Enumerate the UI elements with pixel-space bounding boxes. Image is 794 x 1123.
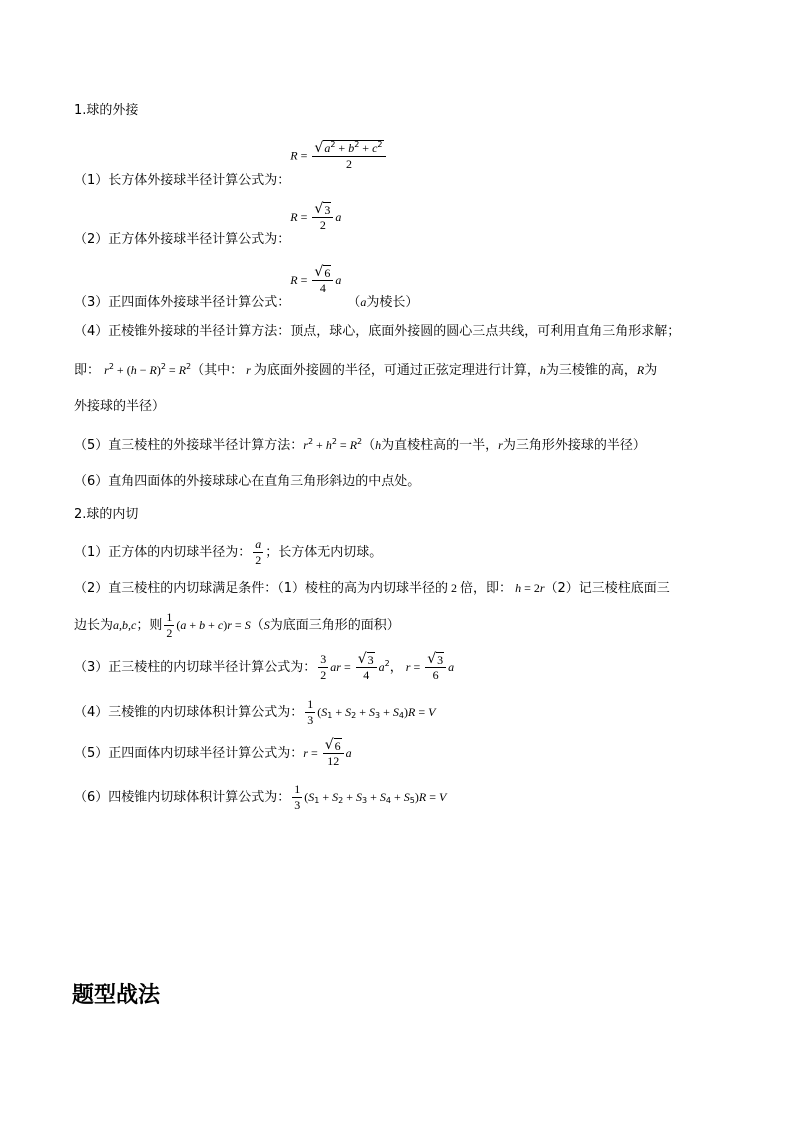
item-1-4: （4）正棱锥外接球的半径计算方法：顶点，球心，底面外接圆的圆心三点共线，可利用直角三角形求解； (74, 324, 681, 339)
formula-2-3b: r = √ 3 6 a (402, 651, 455, 682)
formula-2-2a: h = 2r (512, 581, 545, 595)
item-2-2-line2: 边长为a,b,c；则 $\frac{1}{2}$ (a + b + c)r = S（S为底面三角形的面积） (74, 610, 400, 640)
item-1-6: （6）直角四面体的外接球球心在直角三角形斜边的中点处。 (74, 474, 421, 489)
item-2-2: （2）直三棱柱的内切球满足条件：（1）棱柱的高为内切球半径的 2 倍，即： h = 2r（2）记三棱柱底面三 (74, 581, 670, 596)
formula-2-6: $\frac{1}{3}$ $(S_1 + S_2 + S_3 + S_4 + S_5)R = V$ (294, 782, 447, 812)
section-2-title: 2.球的内切 (74, 507, 139, 522)
section-1-title: 1.球的外接 (74, 103, 139, 118)
item-1-3: （3）正四面体外接球半径计算公式：R = √ 6 4 a（a为棱长） (74, 264, 419, 310)
formula-2-1: $\frac{a}{2}$ (255, 537, 262, 567)
formula-2-2b: $\frac{1}{2}$ (a + b + c)r = S (166, 610, 251, 640)
item-1-5: （5）直三棱柱的外接球半径计算方法：$r^2 + h^2 = R^2(h$为直棱柱高的一半，r为三角形外接球的半径） (74, 437, 646, 453)
item-2-5: （5）正四面体内切球半径计算公式为：r = √ 6 12 a (74, 737, 352, 768)
item-1-4-line2: 即： $r^2 + (h - R)^2 = R^2$（其中： r 为底面外接圆的半径，可通过正弦定理进行计算，h为三棱锥的高，R为 (74, 362, 658, 378)
formula-1-4: $r^2 + (h - R)^2 = R^2$ (104, 362, 192, 377)
item-2-3: （3）正三棱柱的内切球半径计算公式为： $\frac{3}{2}$ ar = √ 3 4 $a^2$， r = √ 3 6 a (74, 651, 455, 682)
item-2-4: （4）三棱锥的内切球体积计算公式为： $\frac{1}{3}$ $(S_1 + S_2 + S_3 + S_4)R = V$ (74, 697, 436, 727)
item-2-1: （1）正方体的内切球半径为： $\frac{a}{2}$ ；长方体无内切球。 (74, 537, 383, 567)
section-heading: 题型战法 (72, 983, 161, 1008)
formula-1-1: R = √ $a^2 + b^2 + c^2$ 2 (290, 140, 387, 172)
item-1-1: （1）长方体外接球半径计算公式为：R = √ $a^2 + b^2 + c^2$ 2 (74, 140, 388, 172)
formula-2-5: r = √ 6 12 a (303, 737, 352, 768)
item-1-2: （2）正方体外接球半径计算公式为：R = √ 3 2 a (74, 201, 342, 247)
formula-1-5: $r^2 + h^2 = R^2$ (303, 437, 363, 452)
formula-1-2: R = √ 3 2 a (290, 201, 342, 232)
item-1-4-line3: 外接球的半径） (74, 399, 166, 414)
formula-2-3a: $\frac{3}{2}$ ar = √ 3 4 $a^2$ (320, 651, 390, 682)
formula-2-4: $\frac{1}{3}$ $(S_1 + S_2 + S_3 + S_4)R = V$ (307, 697, 436, 727)
formula-1-3: R = √ 6 4 a (290, 264, 342, 295)
item-2-6: （6）四棱锥内切球体积计算公式为： $\frac{1}{3}$ $(S_1 + S_2 + S_3 + S_4 + S_5)R = V$ (74, 782, 447, 812)
